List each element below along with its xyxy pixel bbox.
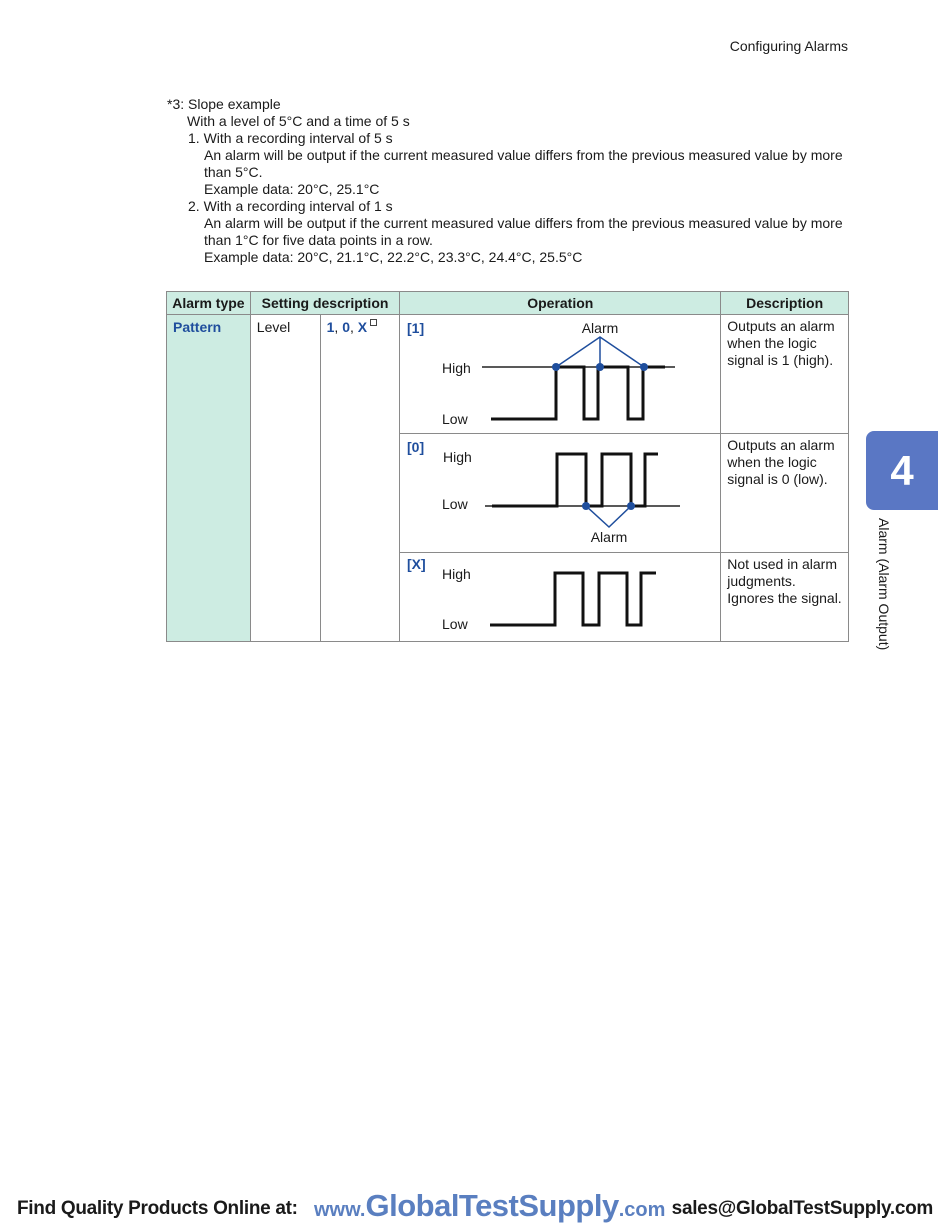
description-cell-x <box>721 553 849 642</box>
case1-example: Example data: 20°C, 25.1°C <box>204 181 380 197</box>
running-header: Configuring Alarms <box>729 38 848 54</box>
row0-alarm-point <box>582 502 590 510</box>
setting-values-cell <box>320 315 400 642</box>
footer-email-link[interactable]: sales@GlobalTestSupply.com <box>671 1198 933 1219</box>
case1-desc-line2: than 5°C. <box>204 164 263 180</box>
pattern-alarm-table <box>166 291 849 642</box>
rowx-signal-waveform <box>490 573 656 625</box>
footer-banner <box>0 1186 950 1226</box>
row1-alarm-label: Alarm <box>582 320 619 336</box>
header-alarm-type: Alarm type <box>167 292 251 315</box>
rowx-description: Not used in alarm judgments. Ignores the signal. <box>727 556 842 606</box>
header-operation: Operation <box>400 292 721 315</box>
chapter-tab: 4 <box>866 431 938 510</box>
case2-desc-line2: than 1°C for five data points in a row. <box>204 232 433 248</box>
row1-alarm-point <box>596 363 604 371</box>
row1-code: [1] <box>407 320 425 336</box>
setting-level: Level <box>256 319 291 335</box>
alarm-type-pattern: Pattern <box>173 319 222 335</box>
row1-description: Outputs an alarm when the logic signal is 1 (high). <box>727 318 835 368</box>
operation-cell-0 <box>400 434 721 553</box>
operation-cell-1 <box>400 315 721 434</box>
description-cell-1 <box>721 315 849 434</box>
waveform-x-diagram <box>400 553 720 641</box>
row1-alarm-point <box>640 363 648 371</box>
row0-alarm-pointer <box>586 506 631 527</box>
row0-description: Outputs an alarm when the logic signal is 0 (low). <box>727 437 835 487</box>
row0-code: [0] <box>407 439 425 455</box>
case1-desc-line1: An alarm will be output if the current measured value differs from the previous measured value by more <box>204 147 843 163</box>
waveform-1-diagram <box>400 315 720 433</box>
rowx-low-label: Low <box>442 616 468 632</box>
slope-example-note <box>167 96 857 266</box>
header-description: Description <box>721 292 849 315</box>
table-header-row <box>167 292 849 315</box>
footer-website-link[interactable]: www.GlobalTestSupply.com <box>314 1188 666 1223</box>
row0-alarm-label: Alarm <box>591 529 628 545</box>
case2-title: 2. With a recording interval of 1 s <box>188 198 393 214</box>
row0-alarm-point <box>627 502 635 510</box>
slope-heading: *3: Slope example <box>167 96 281 112</box>
description-cell-0 <box>721 434 849 553</box>
setting-value-x: X <box>357 319 368 335</box>
slope-condition: With a level of 5°C and a time of 5 s <box>187 113 410 129</box>
chapter-side-title: Alarm (Alarm Output) <box>876 518 892 651</box>
row1-low-label: Low <box>442 411 468 427</box>
footer-tagline: Find Quality Products Online at: <box>17 1198 298 1219</box>
setting-level-cell <box>250 315 320 642</box>
rowx-code: [X] <box>407 556 426 572</box>
operation-cell-x <box>400 553 721 642</box>
row1-alarm-point <box>552 363 560 371</box>
footnote-marker-icon <box>370 319 377 326</box>
row0-high-label: High <box>443 449 473 465</box>
row0-low-label: Low <box>442 496 468 512</box>
rowx-high-label: High <box>442 566 472 582</box>
waveform-0-diagram <box>400 434 720 552</box>
setting-value-1: 1 <box>326 319 335 335</box>
header-setting-description: Setting description <box>250 292 399 315</box>
setting-value-0: 0 <box>342 319 350 335</box>
row1-high-label: High <box>442 360 472 376</box>
alarm-type-cell <box>167 315 251 642</box>
case2-example: Example data: 20°C, 21.1°C, 22.2°C, 23.3°C, 24.4°C, 25.5°C <box>204 249 583 265</box>
row1-signal-waveform <box>491 367 665 419</box>
case2-desc-line1: An alarm will be output if the current measured value differs from the previous measured value by more <box>204 215 843 231</box>
table-row-1 <box>167 315 849 434</box>
row0-signal-waveform <box>492 454 658 506</box>
setting-values: 1, 0, X <box>321 315 400 335</box>
case1-title: 1. With a recording interval of 5 s <box>188 130 393 146</box>
